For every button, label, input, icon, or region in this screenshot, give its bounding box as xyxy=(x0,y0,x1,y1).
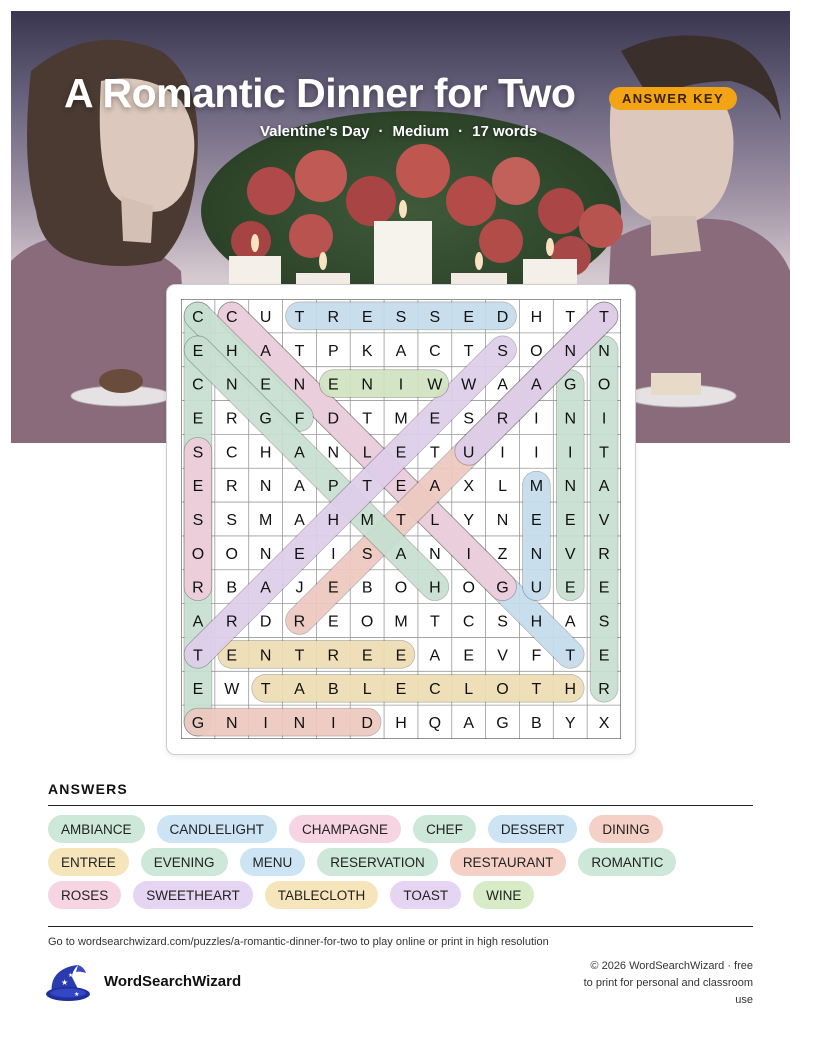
grid-letter[interactable]: R xyxy=(496,410,509,428)
grid-letter[interactable]: X xyxy=(463,478,475,496)
grid-letter[interactable]: V xyxy=(564,545,576,563)
grid-letter[interactable]: E xyxy=(463,308,475,326)
grid-letter[interactable]: A xyxy=(463,715,475,733)
grid-letter[interactable]: T xyxy=(599,308,609,326)
answer-chip-dining: DINING xyxy=(589,815,662,843)
grid-letter[interactable]: W xyxy=(461,376,477,394)
grid-letter[interactable]: A xyxy=(192,613,204,631)
grid-letter[interactable]: O xyxy=(225,545,238,563)
grid-letter[interactable]: O xyxy=(496,681,509,699)
grid-letter[interactable]: W xyxy=(427,376,443,394)
grid-letter[interactable]: N xyxy=(327,444,340,462)
grid-letter[interactable]: N xyxy=(564,478,577,496)
grid-letter[interactable]: A xyxy=(598,478,610,496)
grid-letter[interactable]: F xyxy=(531,647,542,665)
answer-chip-chef: CHEF xyxy=(413,815,476,843)
grid-letter[interactable]: N xyxy=(429,545,441,563)
grid-letter[interactable]: O xyxy=(191,545,205,563)
grid-letter[interactable]: C xyxy=(429,681,441,699)
answer-chip-restaurant: RESTAURANT xyxy=(450,848,567,876)
grid-letter[interactable]: V xyxy=(497,647,508,665)
grid-letter[interactable]: N xyxy=(259,545,272,563)
grid-letter[interactable]: H xyxy=(429,579,441,597)
grid-letter[interactable]: E xyxy=(395,478,407,496)
grid-letter[interactable]: P xyxy=(327,342,339,360)
grid-letter[interactable]: A xyxy=(429,478,441,496)
grid-letter[interactable]: I xyxy=(263,715,268,733)
grid-letter[interactable]: T xyxy=(463,342,474,360)
grid-letter[interactable]: O xyxy=(597,376,611,394)
grid-letter[interactable]: E xyxy=(192,410,204,428)
wizard-hat-icon xyxy=(46,963,92,1003)
grid-letter[interactable]: H xyxy=(225,342,238,360)
grid-letter[interactable]: E xyxy=(395,647,407,665)
svg-text:★: ★ xyxy=(61,978,69,987)
grid-letter[interactable]: H xyxy=(327,512,340,529)
grid-letter[interactable]: A xyxy=(395,342,407,360)
grid-letter[interactable]: M xyxy=(529,478,544,496)
grid-letter[interactable]: T xyxy=(429,613,440,631)
grid-letter[interactable]: A xyxy=(429,647,441,665)
grid-letter[interactable]: R xyxy=(293,613,306,631)
grid-letter[interactable]: E xyxy=(327,613,339,631)
grid-letter[interactable]: B xyxy=(361,579,373,597)
grid-letter[interactable]: H xyxy=(530,613,543,631)
grid-letter[interactable]: C xyxy=(225,308,238,326)
grid-letter[interactable]: K xyxy=(361,342,373,360)
answers-heading: ANSWERS xyxy=(48,781,128,797)
grid-letter[interactable]: T xyxy=(294,342,305,360)
answer-chip-roses: ROSES xyxy=(48,881,121,909)
grid-letter[interactable]: T xyxy=(565,647,576,665)
grid-letter[interactable]: L xyxy=(464,681,474,699)
grid-letter[interactable]: C xyxy=(225,444,238,462)
grid-letter[interactable]: R xyxy=(598,545,610,563)
grid-letter[interactable]: W xyxy=(224,681,240,699)
grid-letter[interactable]: E xyxy=(192,478,204,496)
answer-chip-champagne: CHAMPAGNE xyxy=(289,815,401,843)
grid-letter[interactable]: R xyxy=(327,647,340,665)
grid-letter[interactable]: N xyxy=(564,342,577,360)
grid-letter[interactable]: A xyxy=(294,444,305,462)
grid-letter[interactable]: U xyxy=(530,579,543,597)
grid-letter[interactable]: U xyxy=(259,308,272,326)
grid-letter[interactable]: A xyxy=(531,376,542,394)
answer-chip-menu: MENU xyxy=(240,848,306,876)
grid-letter[interactable]: G xyxy=(496,715,509,733)
answer-chip-sweetheart: SWEETHEART xyxy=(133,881,253,909)
grid-letter[interactable]: H xyxy=(564,681,577,699)
grid-letter[interactable]: N xyxy=(259,478,272,496)
grid-letter[interactable]: I xyxy=(500,444,505,462)
grid-letter[interactable]: A xyxy=(294,681,305,699)
grid-letter[interactable]: S xyxy=(192,512,204,529)
grid-letter[interactable]: N xyxy=(564,410,577,428)
answer-chip-dessert: DESSERT xyxy=(488,815,578,843)
grid-letter[interactable]: X xyxy=(598,715,610,733)
answer-chip-evening: EVENING xyxy=(141,848,228,876)
grid-letter[interactable]: H xyxy=(530,308,543,326)
copyright-note: © 2026 WordSearchWizard · free to print for personal and classroom use xyxy=(583,960,753,1006)
grid-letter[interactable]: N xyxy=(361,376,373,394)
grid-letter[interactable]: G xyxy=(259,410,272,428)
grid-letter[interactable]: T xyxy=(599,444,609,462)
grid-letter[interactable]: N xyxy=(530,545,543,563)
grid-letter[interactable]: C xyxy=(462,613,475,631)
grid-letter[interactable]: J xyxy=(295,579,304,597)
grid-letter[interactable]: I xyxy=(466,545,471,563)
theme-label: Valentine's Day xyxy=(260,123,370,140)
grid-letter[interactable]: M xyxy=(394,613,408,631)
answer-chip-candlelight: CANDLELIGHT xyxy=(157,815,278,843)
grid-letter[interactable]: O xyxy=(394,579,408,597)
grid-letter[interactable]: S xyxy=(497,342,508,360)
grid-letter[interactable]: M xyxy=(394,410,408,428)
grid-letter[interactable]: E xyxy=(395,681,407,699)
grid-letter[interactable]: O xyxy=(530,342,543,360)
grid-letter[interactable]: R xyxy=(225,478,238,496)
grid-letter[interactable]: R xyxy=(225,613,238,631)
grid-letter[interactable]: M xyxy=(360,512,374,529)
grid-letter[interactable]: L xyxy=(362,444,372,462)
grid-letter[interactable]: D xyxy=(259,613,272,631)
grid-letter[interactable]: O xyxy=(360,613,374,631)
grid-letter[interactable]: N xyxy=(598,342,610,360)
grid-letter[interactable]: I xyxy=(331,715,336,733)
grid-letter[interactable]: H xyxy=(259,444,272,462)
grid-letter[interactable]: S xyxy=(463,410,475,428)
grid-letter[interactable]: T xyxy=(429,444,440,462)
grid-letter[interactable]: N xyxy=(225,376,238,394)
grid-letter[interactable]: S xyxy=(226,512,238,529)
grid-letter[interactable]: I xyxy=(331,545,336,563)
grid-letter[interactable]: B xyxy=(226,579,238,597)
grid-letter[interactable]: A xyxy=(564,613,576,631)
grid-letter[interactable]: G xyxy=(496,579,509,597)
grid-letter[interactable]: A xyxy=(294,512,305,529)
grid-letter[interactable]: E xyxy=(260,376,271,394)
grid-letter[interactable]: R xyxy=(598,681,610,699)
grid-letter[interactable]: D xyxy=(327,410,340,428)
answer-chip-ambiance: AMBIANCE xyxy=(48,815,145,843)
play-online-link[interactable]: Go to wordsearchwizard.com/puzzles/a-romantic-dinner-for-two to play online or print in high resolution xyxy=(48,936,549,948)
grid-letter[interactable]: N xyxy=(259,647,272,665)
grid-letter[interactable]: E xyxy=(395,444,407,462)
grid-letter[interactable]: A xyxy=(395,545,407,563)
grid-letter[interactable]: S xyxy=(395,308,407,326)
grid-letter[interactable]: S xyxy=(361,545,373,563)
grid-letter[interactable]: R xyxy=(192,579,204,597)
grid-letter[interactable]: I xyxy=(398,376,404,394)
brand-name: WordSearchWizard xyxy=(104,973,242,990)
answers-list xyxy=(48,815,758,914)
grid-letter[interactable]: C xyxy=(192,308,204,326)
grid-letter[interactable]: E xyxy=(531,512,542,529)
divider xyxy=(48,926,753,927)
grid-letter[interactable]: T xyxy=(260,681,271,699)
grid-letter[interactable]: B xyxy=(531,715,542,733)
grid-letter[interactable]: R xyxy=(327,308,340,326)
grid-letter[interactable]: S xyxy=(598,613,610,631)
grid-letter[interactable]: L xyxy=(498,478,507,496)
separator-dot: · xyxy=(458,123,464,140)
grid-letter[interactable]: C xyxy=(192,376,204,394)
grid-letter[interactable]: A xyxy=(260,342,271,360)
grid-letter[interactable]: I xyxy=(601,410,607,428)
grid-letter[interactable]: T xyxy=(531,681,542,699)
grid-letter[interactable]: E xyxy=(429,410,441,428)
answer-chip-reservation: RESERVATION xyxy=(317,848,438,876)
answer-chip-toast: TOAST xyxy=(390,881,461,909)
grid-letter[interactable]: B xyxy=(327,681,339,699)
svg-text:★: ★ xyxy=(68,972,74,979)
grid-letter[interactable]: I xyxy=(534,444,539,462)
grid-letter[interactable]: M xyxy=(258,512,273,529)
answer-chip-tablecloth: TABLECLOTH xyxy=(265,881,379,909)
grid-letter[interactable]: T xyxy=(193,647,203,665)
grid-letter[interactable]: E xyxy=(361,647,373,665)
answer-chip-romantic: ROMANTIC xyxy=(578,848,676,876)
grid-letter[interactable]: T xyxy=(362,410,373,428)
grid-letter[interactable]: E xyxy=(192,342,204,360)
grid-letter[interactable]: N xyxy=(496,512,509,529)
grid-letter[interactable]: T xyxy=(396,512,406,529)
grid-letter[interactable]: E xyxy=(327,376,339,394)
grid-letter[interactable]: A xyxy=(260,579,271,597)
grid-letter[interactable]: D xyxy=(361,715,373,733)
grid-letter[interactable]: E xyxy=(463,647,475,665)
word-search-grid xyxy=(181,299,621,739)
answer-chip-wine: WINE xyxy=(473,881,534,909)
grid-letter[interactable]: Q xyxy=(428,715,442,733)
grid-letter[interactable]: G xyxy=(191,715,205,733)
grid-letter[interactable]: E xyxy=(564,512,576,529)
page-title: A Romantic Dinner for Two xyxy=(64,70,576,116)
grid-letter[interactable]: U xyxy=(462,444,475,462)
grid-letter[interactable]: Z xyxy=(497,545,508,563)
grid-letter[interactable]: I xyxy=(534,410,539,428)
grid-letter[interactable]: S xyxy=(497,613,508,631)
grid-letter[interactable]: E xyxy=(361,308,373,326)
grid-letter[interactable]: D xyxy=(496,308,509,326)
grid-letter[interactable]: A xyxy=(294,478,305,496)
word-count-label: 17 words xyxy=(472,123,538,140)
grid-letter[interactable]: S xyxy=(192,444,204,462)
grid-letter[interactable]: E xyxy=(192,681,204,699)
grid-letter[interactable]: T xyxy=(565,308,576,326)
grid-letter[interactable]: I xyxy=(568,444,573,462)
grid-letter[interactable]: E xyxy=(294,545,305,563)
svg-text:★: ★ xyxy=(74,991,80,998)
grid-letter[interactable]: E xyxy=(564,579,576,597)
grid-letter[interactable]: Y xyxy=(564,715,576,733)
puzzle-meta xyxy=(260,123,537,140)
grid-letter[interactable]: L xyxy=(362,681,372,699)
grid-letter[interactable]: T xyxy=(362,478,373,496)
grid-letter[interactable]: E xyxy=(598,647,610,665)
grid-letter[interactable]: T xyxy=(294,308,305,326)
separator-dot: · xyxy=(378,123,384,140)
grid-letter[interactable]: F xyxy=(294,410,305,428)
grid-letter[interactable]: L xyxy=(430,512,440,529)
grid-letter[interactable]: S xyxy=(429,308,441,326)
grid-letter[interactable]: E xyxy=(598,579,610,597)
grid-letter[interactable]: P xyxy=(327,478,339,496)
grid-letter[interactable]: T xyxy=(294,647,305,665)
grid-letter[interactable]: E xyxy=(327,579,339,597)
difficulty-label: Medium xyxy=(392,123,450,140)
grid-letter[interactable]: Y xyxy=(463,512,475,529)
grid-letter[interactable]: V xyxy=(598,512,610,529)
grid-letter[interactable]: A xyxy=(497,376,508,394)
grid-letter[interactable]: N xyxy=(293,376,306,394)
grid-letter[interactable]: N xyxy=(293,715,306,733)
grid-letter[interactable]: R xyxy=(225,410,238,428)
grid-letter[interactable]: N xyxy=(225,715,238,733)
grid-letter[interactable]: C xyxy=(429,342,441,360)
divider xyxy=(48,805,753,806)
grid-letter[interactable]: G xyxy=(564,376,577,394)
answer-key-badge: ANSWER KEY xyxy=(609,87,737,110)
grid-letter[interactable]: E xyxy=(226,647,238,665)
grid-letter[interactable]: O xyxy=(462,579,475,597)
answer-chip-entree: ENTREE xyxy=(48,848,129,876)
grid-letter[interactable]: H xyxy=(395,715,407,733)
